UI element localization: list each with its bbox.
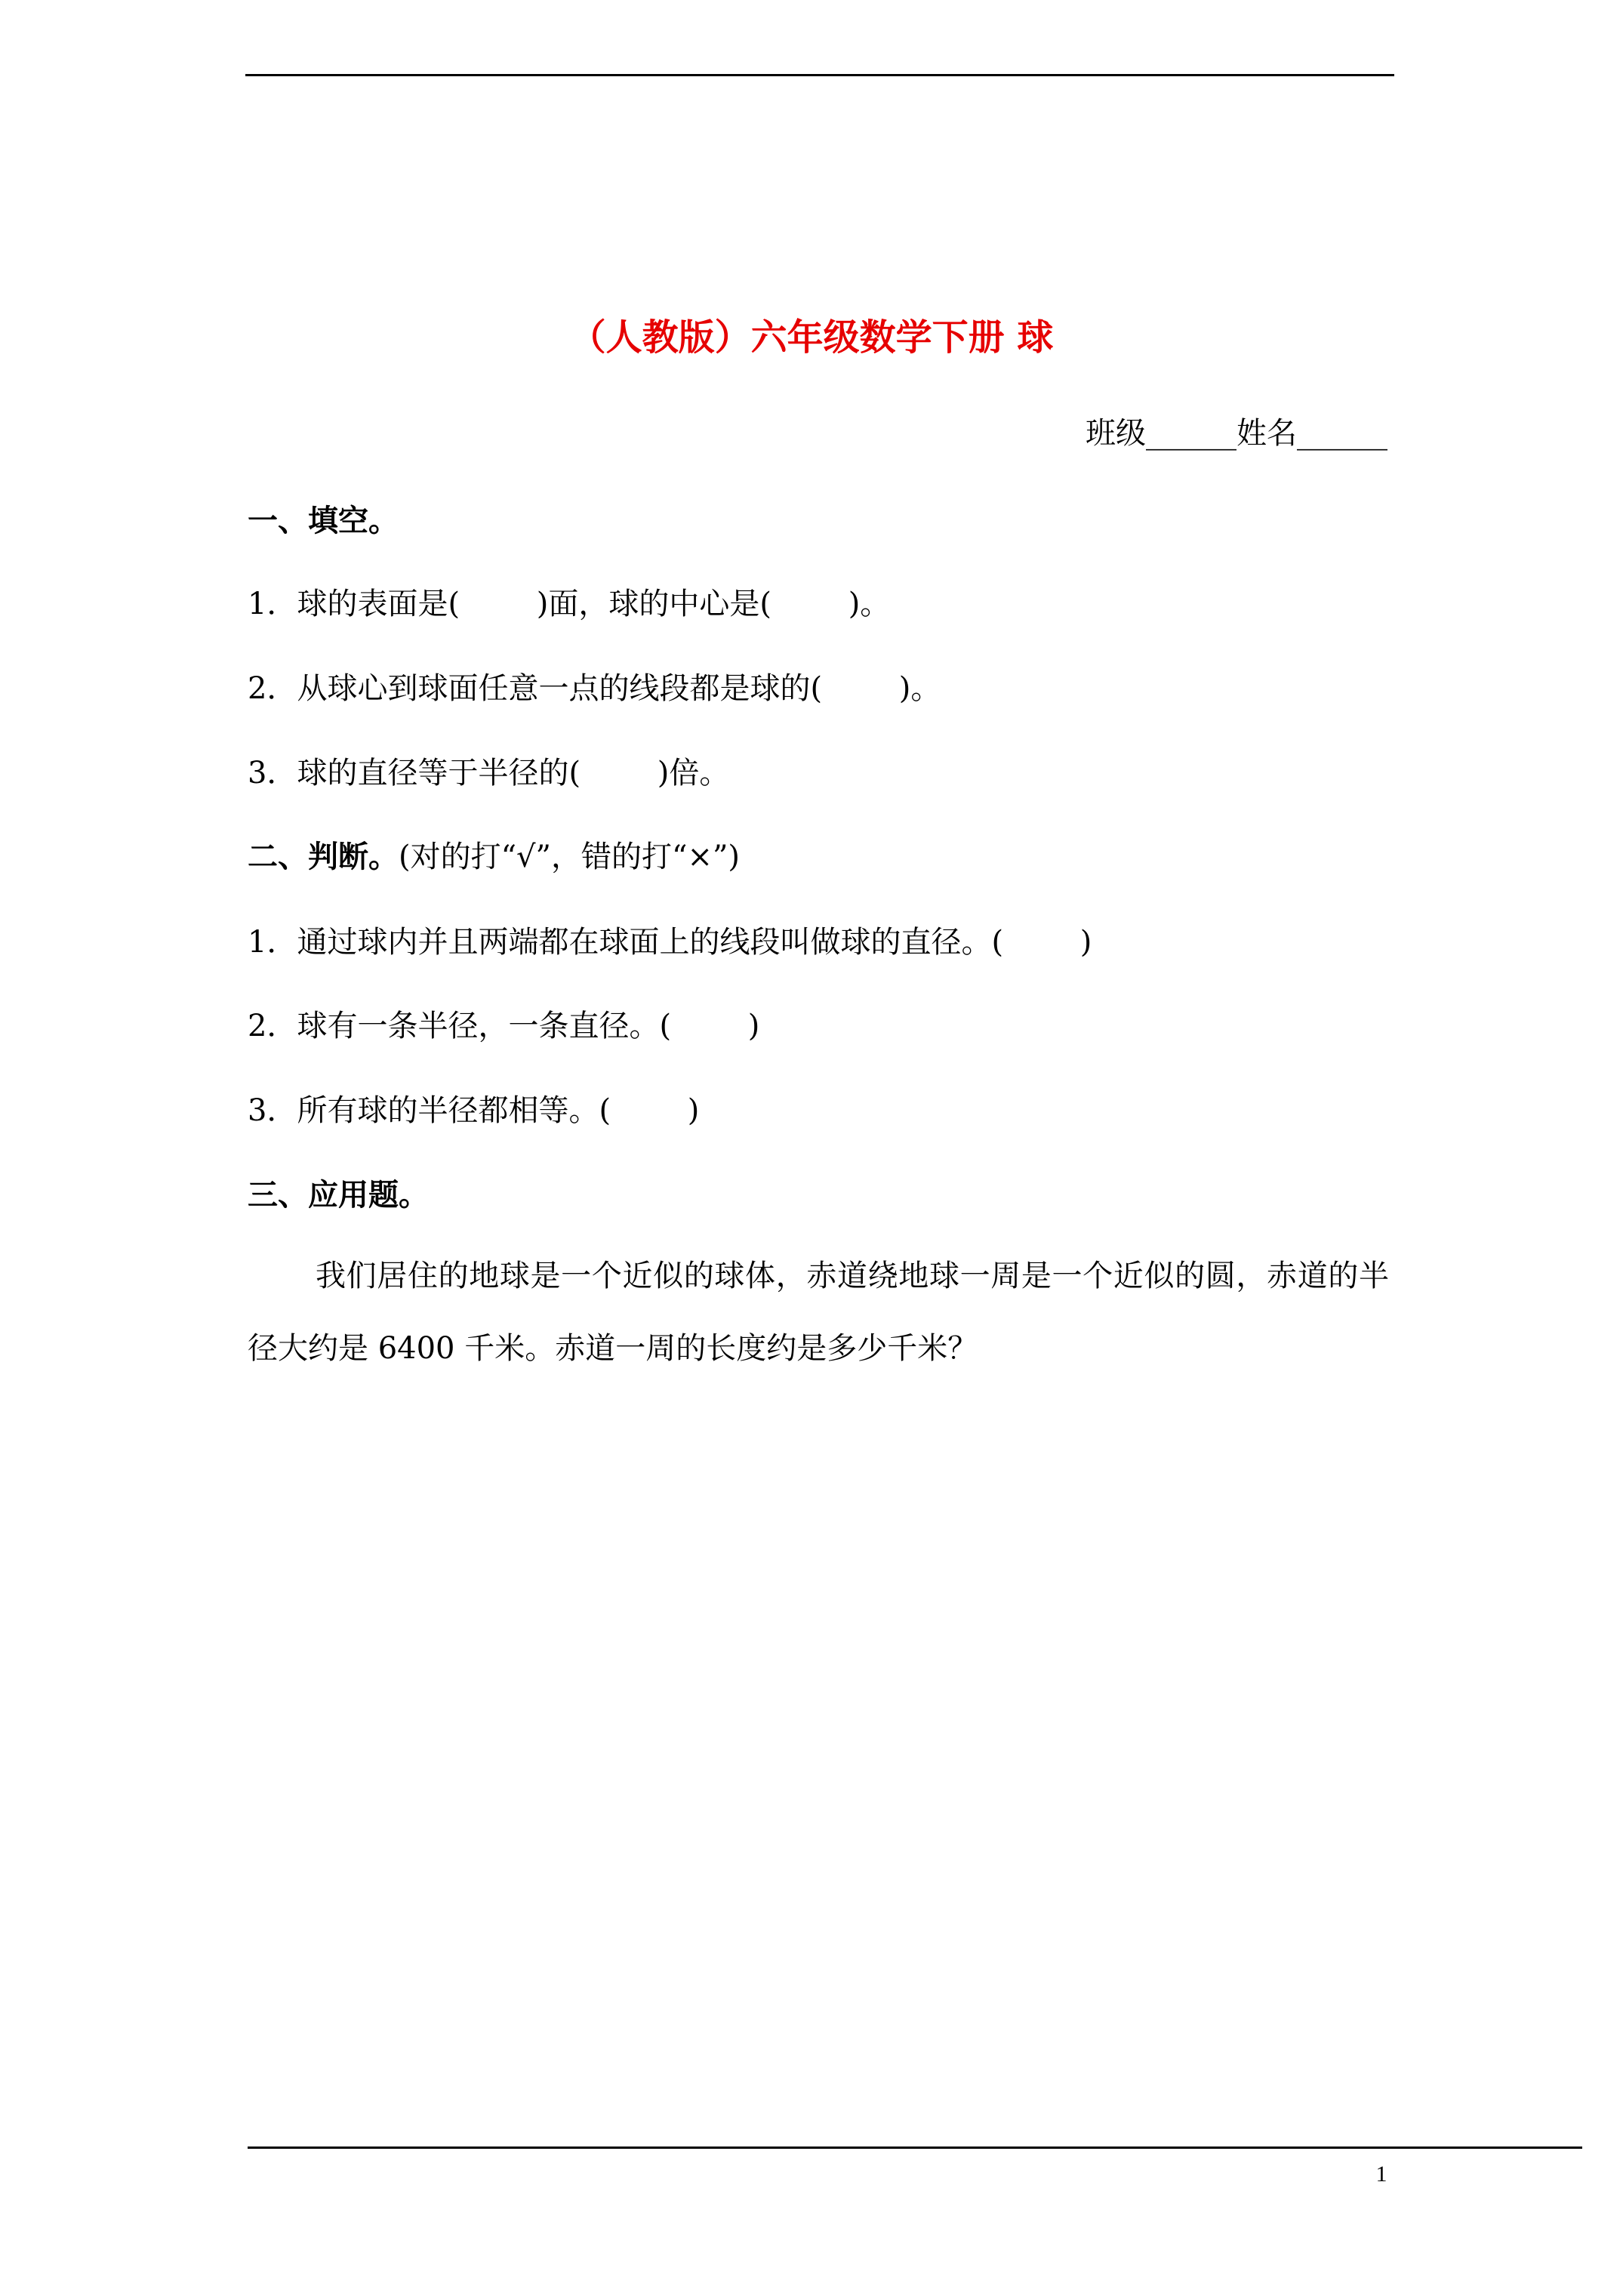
class-name-line: 班级______姓名______ [1086,416,1387,451]
section2-heading-row [248,836,740,878]
section1-question-1: 1．球的表面是( )面，球的中心是( )。 [248,587,891,621]
section1-question-3: 3．球的直径等于半径的( )倍。 [248,756,730,791]
section1-question-2: 2．从球心到球面任意一点的线段都是球的( )。 [248,671,941,706]
section3-problem-text: 我们居住的地球是一个近似的球体，赤道绕地球一周是一个近似的圆，赤道的半径大约是 6400 千米。赤道一周的长度约是多少千米？ [248,1259,1389,1366]
header-rule [245,74,1394,76]
section3-heading: 三、应用题。 [248,1178,429,1213]
section2-question-3: 3．所有球的半径都相等。( ) [248,1093,700,1128]
section2-question-2: 2．球有一条半径，一条直径。( ) [248,1009,760,1043]
page-number: 1 [1375,2162,1387,2187]
page-title: （人教版）六年级数学下册 球 [569,316,1054,359]
section1-heading: 一、填空。 [248,504,399,538]
section2-heading: 二、判断。 [248,840,399,874]
section2-heading-note: (对的打“√”，错的打“×”) [399,840,741,874]
footer-rule [248,2147,1582,2149]
section2-question-1: 1．通过球内并且两端都在球面上的线段叫做球的直径。( ) [248,925,1092,960]
